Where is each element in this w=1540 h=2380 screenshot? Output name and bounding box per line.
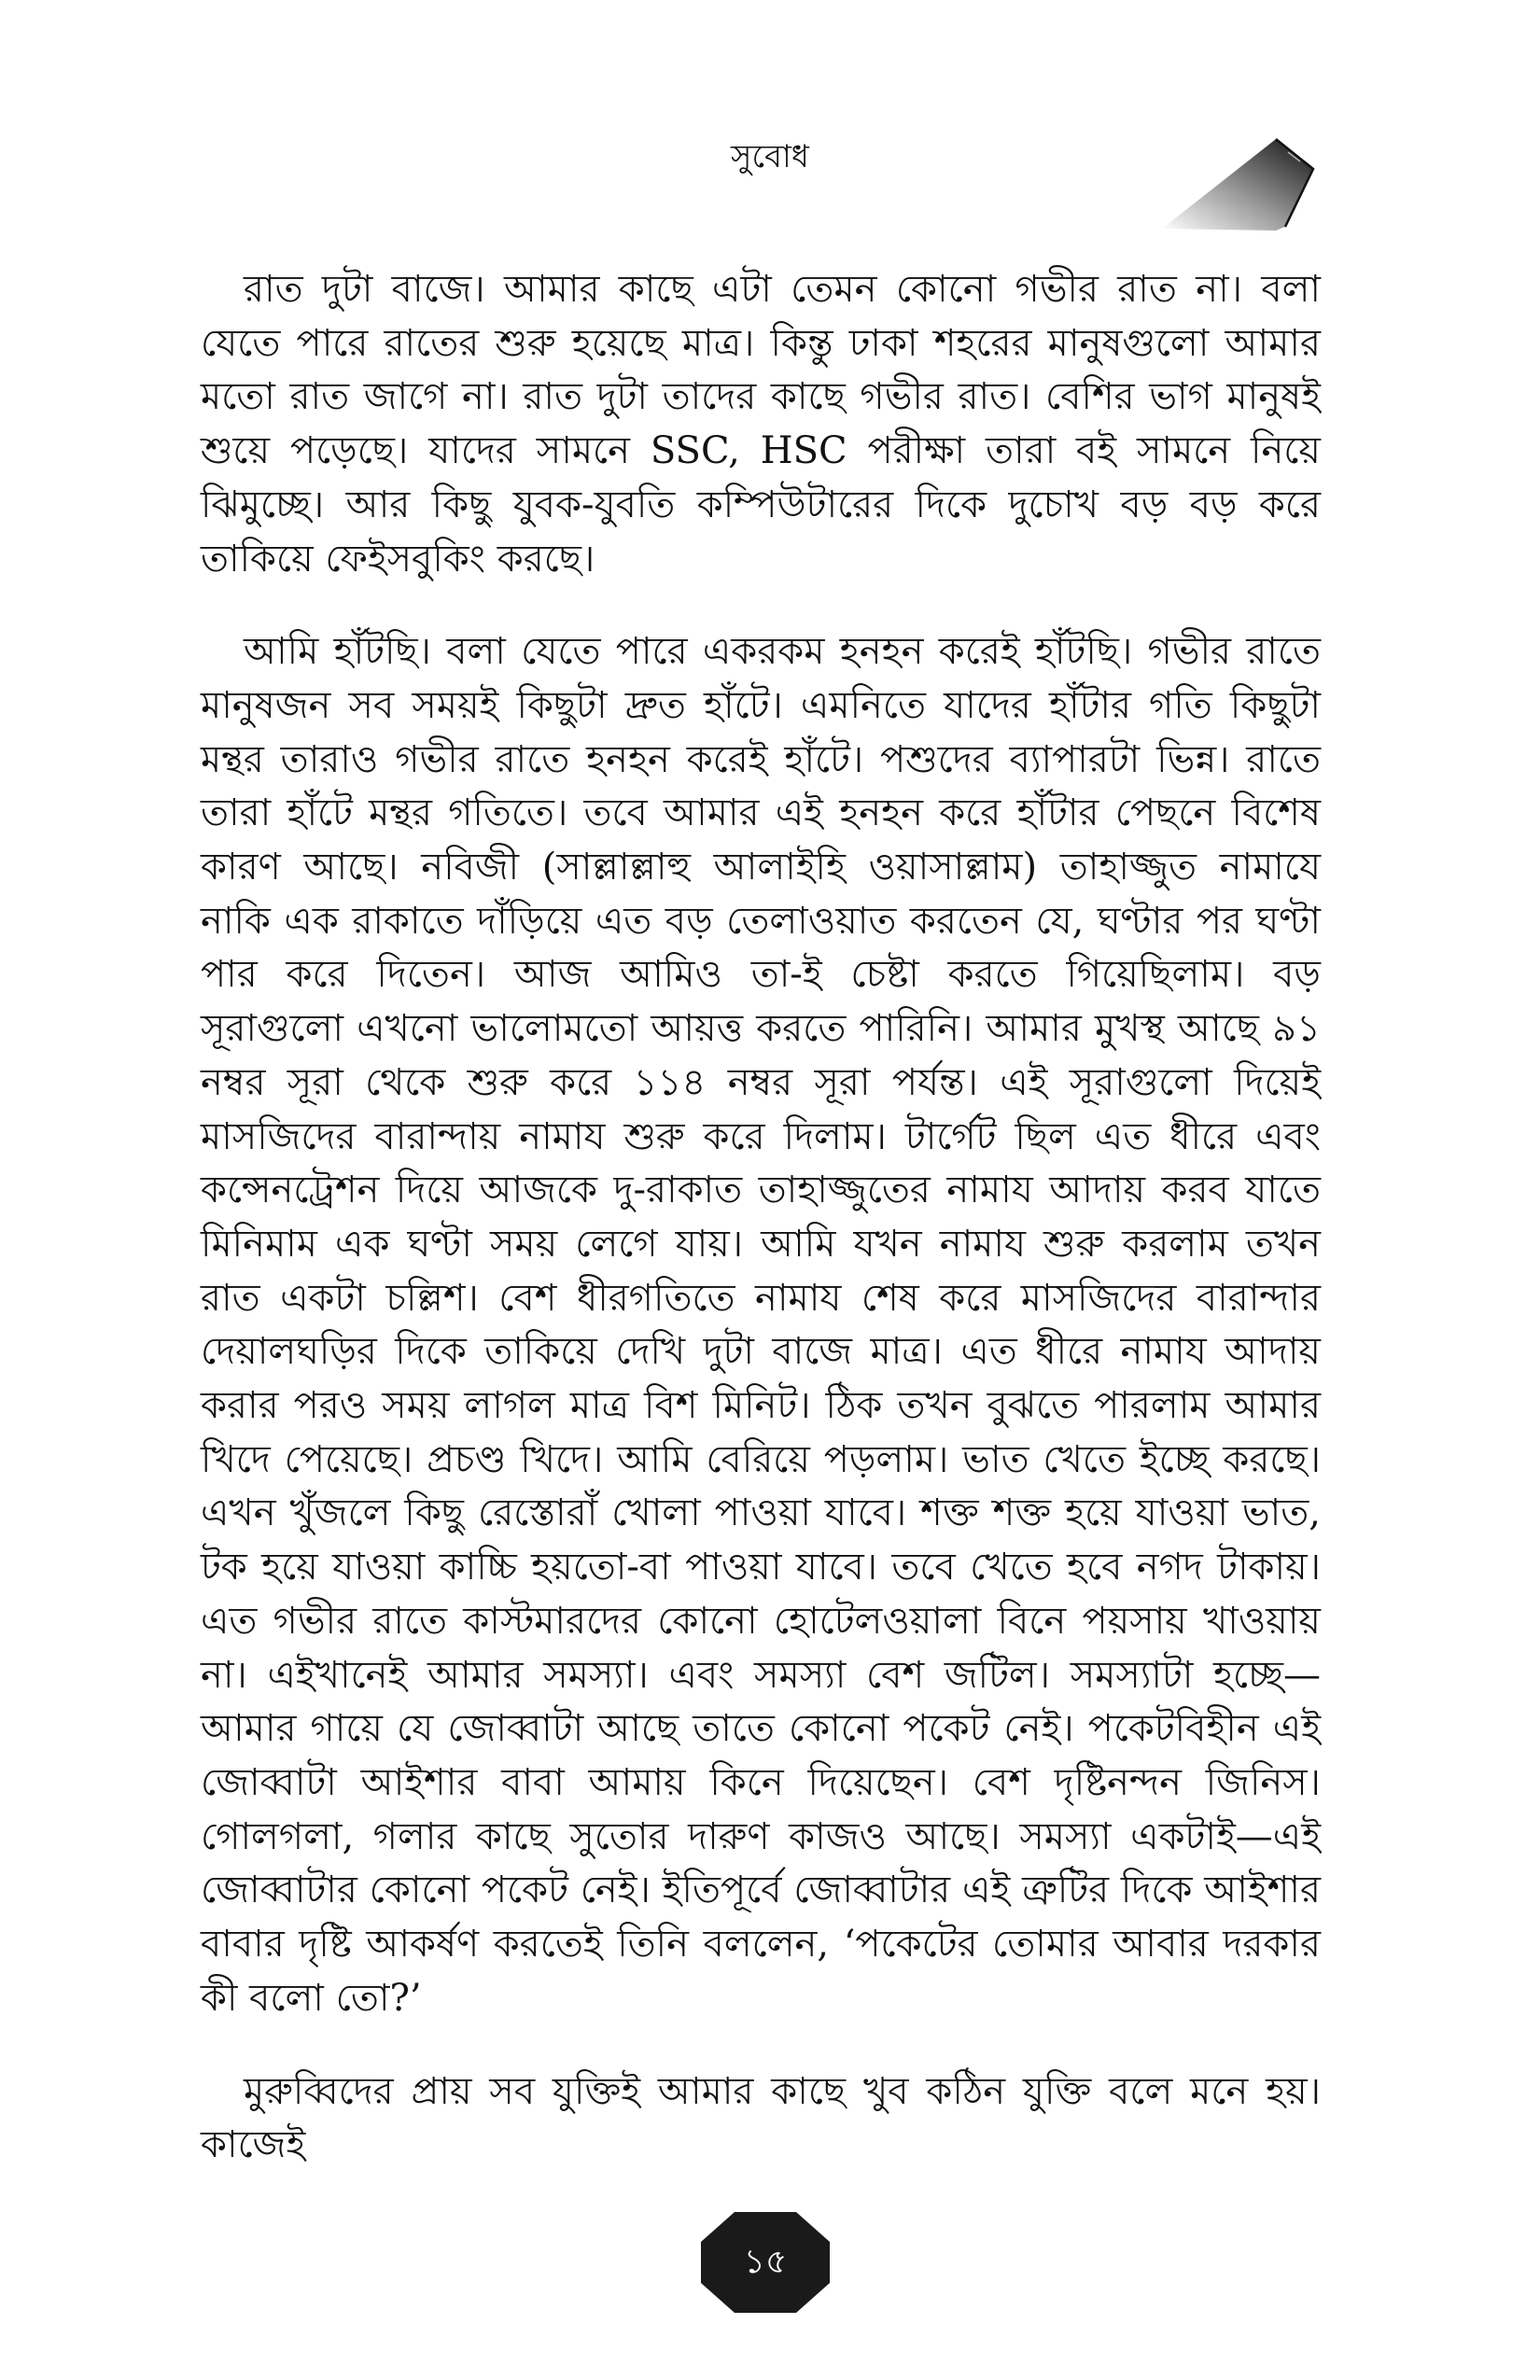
header-ornament	[1162, 135, 1330, 238]
paragraph: রাত দুটা বাজে। আমার কাছে এটা তেমন কোনো গভীর রাত না। বলা যেতে পারে রাতের শুরু হয়েছে মাত্র। কিন্তু ঢাকা শহরের মানুষগুলো আমার মতো রাত জাগে না। রাত দুটা তাদের কাছে গভীর রাত। বেশির ভাগ মানুষই শুয়ে পড়েছে। যাদের সামনে SSC, HSC পরীক্ষা তারা বই সামনে নিয়ে ঝিমুচ্ছে। আর কিছু যুবক-যুবতি কম্পিউটারের দিকে দুচোখ বড় বড় করে তাকিয়ে ফেইসবুকিং করছে।	[201, 268, 1321, 581]
paragraph: মুরুব্বিদের প্রায় সব যুক্তিই আমার কাছে খুব কঠিন যুক্তি বলে মনে হয়। কাজেই	[201, 2069, 1321, 2167]
page-number: ১৫	[743, 2243, 788, 2281]
body-text	[201, 263, 1321, 2212]
running-header: সুবোধ	[731, 138, 809, 175]
paragraph: আমি হাঁটছি। বলা যেতে পারে একরকম হনহন করেই হাঁটছি। গভীর রাতে মানুষজন সব সময়ই কিছুটা দ্রুত হাঁটে। এমনিতে যাদের হাঁটার গতি কিছুটা মন্থর তারাও গভীর রাতে হনহন করেই হাঁটে। পশুদের ব্যাপারটা ভিন্ন। রাতে তারা হাঁটে মন্থর গতিতে। তবে আমার এই হনহন করে হাঁটার পেছনে বিশেষ কারণ আছে। নবিজী (সাল্লাল্লাহু আলাইহি ওয়াসাল্লাম) তাহাজ্জুত নামাযে নাকি এক রাকাতে দাঁড়িয়ে এত বড় তেলাওয়াত করতেন যে, ঘণ্টার পর ঘণ্টা পার করে দিতেন। আজ আমিও তা-ই চেষ্টা করতে গিয়েছিলাম। বড় সূরাগুলো এখনো ভালোমতো আয়ত্ত করতে পারিনি। আমার মুখস্থ আছে ৯১ নম্বর সূরা থেকে শুরু করে ১১৪ নম্বর সূরা পর্যন্ত। এই সূরাগুলো দিয়েই মাসজিদের বারান্দায় নামায শুরু করে দিলাম। টার্গেট ছিল এত ধীরে এবং কন্সেনট্রেশন দিয়ে আজকে দু-রাকাত তাহাজ্জুতের নামায আদায় করব যাতে মিনিমাম এক ঘণ্টা সময় লেগে যায়। আমি যখন নামায শুরু করলাম তখন রাত একটা চল্লিশ। বেশ ধীরগতিতে নামায শেষ করে মাসজিদের বারান্দার দেয়ালঘড়ির দিকে তাকিয়ে দেখি দুটা বাজে মাত্র। এত ধীরে নামায আদায় করার পরও সময় লাগল মাত্র বিশ মিনিট। ঠিক তখন বুঝতে পারলাম আমার খিদে পেয়েছে। প্রচণ্ড খিদে। আমি বেরিয়ে পড়লাম। ভাত খেতে ইচ্ছে করছে। এখন খুঁজলে কিছু রেস্তোরাঁ খোলা পাওয়া যাবে। শক্ত শক্ত হয়ে যাওয়া ভাত, টক হয়ে যাওয়া কাচ্চি হয়তো-বা পাওয়া যাবে। তবে খেতে হবে নগদ টাকায়। এত গভীর রাতে কাস্টমারদের কোনো হোটেলওয়ালা বিনে পয়সায় খাওয়ায় না। এইখানেই আমার সমস্যা। এবং সমস্যা বেশ জটিল। সমস্যাটা হচ্ছে— আমার গায়ে যে জোব্বাটা আছে তাতে কোনো পকেট নেই। পকেটবিহীন এই জোব্বাটা আইশার বাবা আমায় কিনে দিয়েছেন। বেশ দৃষ্টিনন্দন জিনিস। গোলগলা, গলার কাছে সুতোর দারুণ কাজও আছে। সমস্যা একটাই—এই জোব্বাটার কোনো পকেট নেই। ইতিপূর্বে জোব্বাটার এই ত্রুটির দিকে আইশার বাবার দৃষ্টি আকর্ষণ করতেই তিনি বললেন, ‘পকেটের তোমার আবার দরকার কী বলো তো?’	[201, 630, 1321, 2020]
